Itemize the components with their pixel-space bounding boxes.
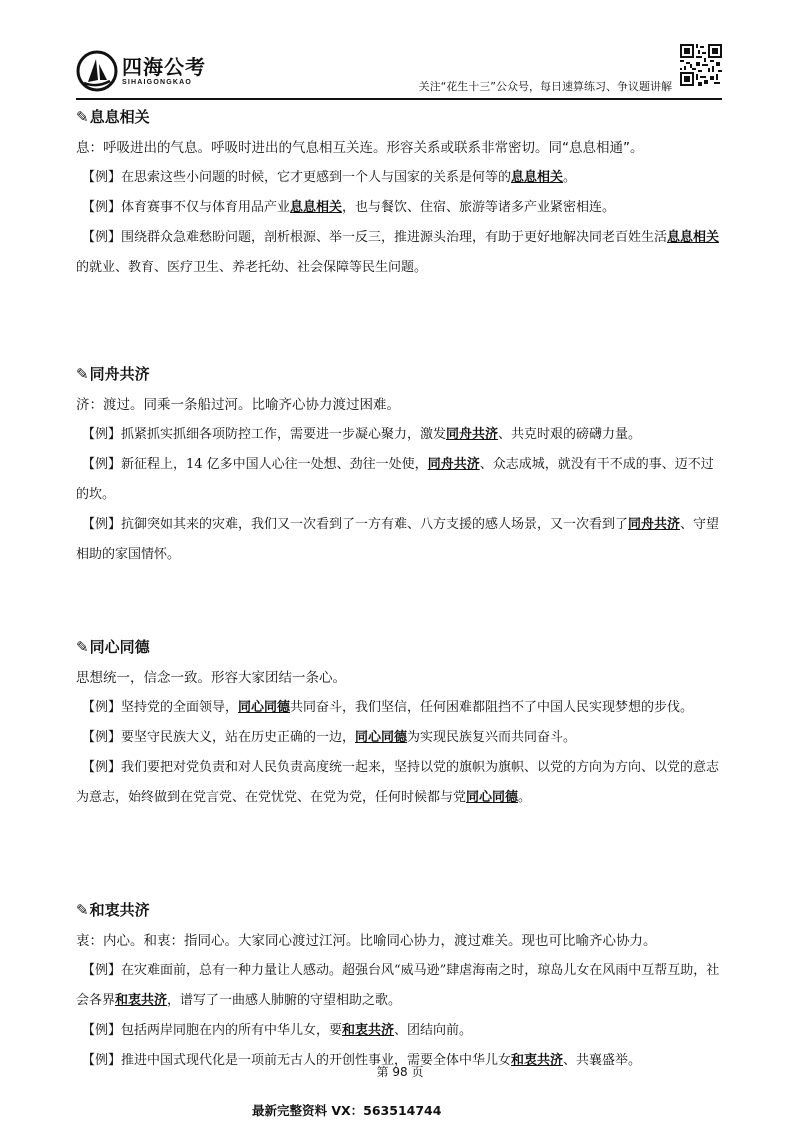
idiom-example: 【例】抗御突如其来的灾难，我们又一次看到了一方有难、八方支援的感人场景，又一次看到了同舟共济、守望相助的家国情怀。 bbox=[76, 517, 720, 562]
idiom-section bbox=[76, 899, 726, 1076]
pencil-icon: ✎ bbox=[76, 638, 89, 656]
idiom-section bbox=[76, 363, 726, 636]
page-number: 第 98 页 bbox=[376, 1065, 424, 1079]
idiom-example: 【例】包括两岸同胞在内的所有中华儿女，要和衷共济、团结向前。 bbox=[82, 1023, 473, 1038]
page-header bbox=[0, 0, 800, 100]
brand-name: 四海公考 bbox=[122, 55, 206, 79]
idiom-example: 【例】推进中国式现代化是一项前无古人的开创性事业，需要全体中华儿女和衷共济、共襄盛举。 bbox=[82, 1053, 642, 1068]
header-rule bbox=[76, 98, 722, 100]
idiom-example: 【例】在思索这些小问题的时候，它才更感到一个人与国家的关系是何等的息息相关。 bbox=[82, 170, 577, 185]
idiom-definition: 衷：内心。和衷：指同心。大家同心渡过江河。比喻同心协力，渡过难关。现也可比喻齐心协力。 bbox=[76, 933, 657, 949]
qr-code-icon bbox=[680, 44, 722, 86]
pencil-icon: ✎ bbox=[76, 365, 89, 383]
page-content bbox=[76, 106, 726, 1076]
idiom-definition: 息：呼吸进出的气息。呼吸时进出的气息相互关连。形容关系或联系非常密切。同“息息相通”。 bbox=[76, 140, 644, 156]
idiom-example: 【例】新征程上，14 亿多中国人心往一处想、劲往一处使，同舟共济、众志成城，就没有干不成的事、迈不过的坎。 bbox=[76, 457, 714, 502]
idiom-definition: 思想统一，信念一致。形容大家团结一条心。 bbox=[76, 670, 346, 686]
idiom-example: 【例】体育赛事不仅与体育用品产业息息相关，也与餐饮、住宿、旅游等诸多产业紧密相连。 bbox=[82, 200, 616, 215]
idiom-section bbox=[76, 106, 726, 363]
idiom-title: ✎息息相关 bbox=[76, 108, 150, 126]
idiom-example: 【例】抓紧抓实抓细各项防控工作，需要进一步凝心聚力，激发同舟共济、共克时艰的磅礴力量。 bbox=[82, 427, 642, 442]
idiom-example: 【例】坚持党的全面领导，同心同德共同奋斗，我们坚信，任何困难都阻挡不了中国人民实现梦想的步伐。 bbox=[82, 700, 694, 715]
idiom-title: ✎同心同德 bbox=[76, 638, 150, 656]
idiom-example: 【例】在灾难面前，总有一种力量让人感动。超强台风“威马逊”肆虐海南之时，琼岛儿女在风雨中互帮互助，社会各界和衷共济，谱写了一曲感人肺腑的守望相助之歌。 bbox=[76, 963, 720, 1008]
brand-name-en: SIHAIGONGKAO bbox=[122, 79, 193, 86]
pencil-icon: ✎ bbox=[76, 901, 89, 919]
idiom-title: ✎同舟共济 bbox=[76, 365, 150, 383]
pencil-icon: ✎ bbox=[76, 108, 89, 126]
idiom-definition: 济：渡过。同乘一条船过河。比喻齐心协力渡过困难。 bbox=[76, 397, 400, 413]
idiom-title: ✎和衷共济 bbox=[76, 901, 150, 919]
idiom-example: 【例】要坚守民族大义，站在历史正确的一边，同心同德为实现民族复兴而共同奋斗。 bbox=[82, 730, 577, 745]
idiom-section bbox=[76, 636, 726, 899]
idiom-example: 【例】我们要把对党负责和对人民负责高度统一起来，坚持以党的旗帜为旗帜、以党的方向为方向、以党的意志为意志，始终做到在党言党、在党忧党、在党为党，任何时候都与党同心同德。 bbox=[76, 760, 720, 805]
idiom-example: 【例】围绕群众急难愁盼问题，剖析根源、举一反三，推进源头治理，有助于更好地解决同老百姓生活息息相关的就业、教育、医疗卫生、养老托幼、社会保障等民生问题。 bbox=[76, 230, 720, 275]
contact-watermark: 最新完整资料 VX：563514744 bbox=[252, 1103, 442, 1118]
logo-sail-icon bbox=[76, 50, 118, 92]
header-slogan: 关注“花生十三”公众号，每日速算练习、争议题讲解 bbox=[418, 80, 672, 93]
logo bbox=[76, 50, 206, 94]
